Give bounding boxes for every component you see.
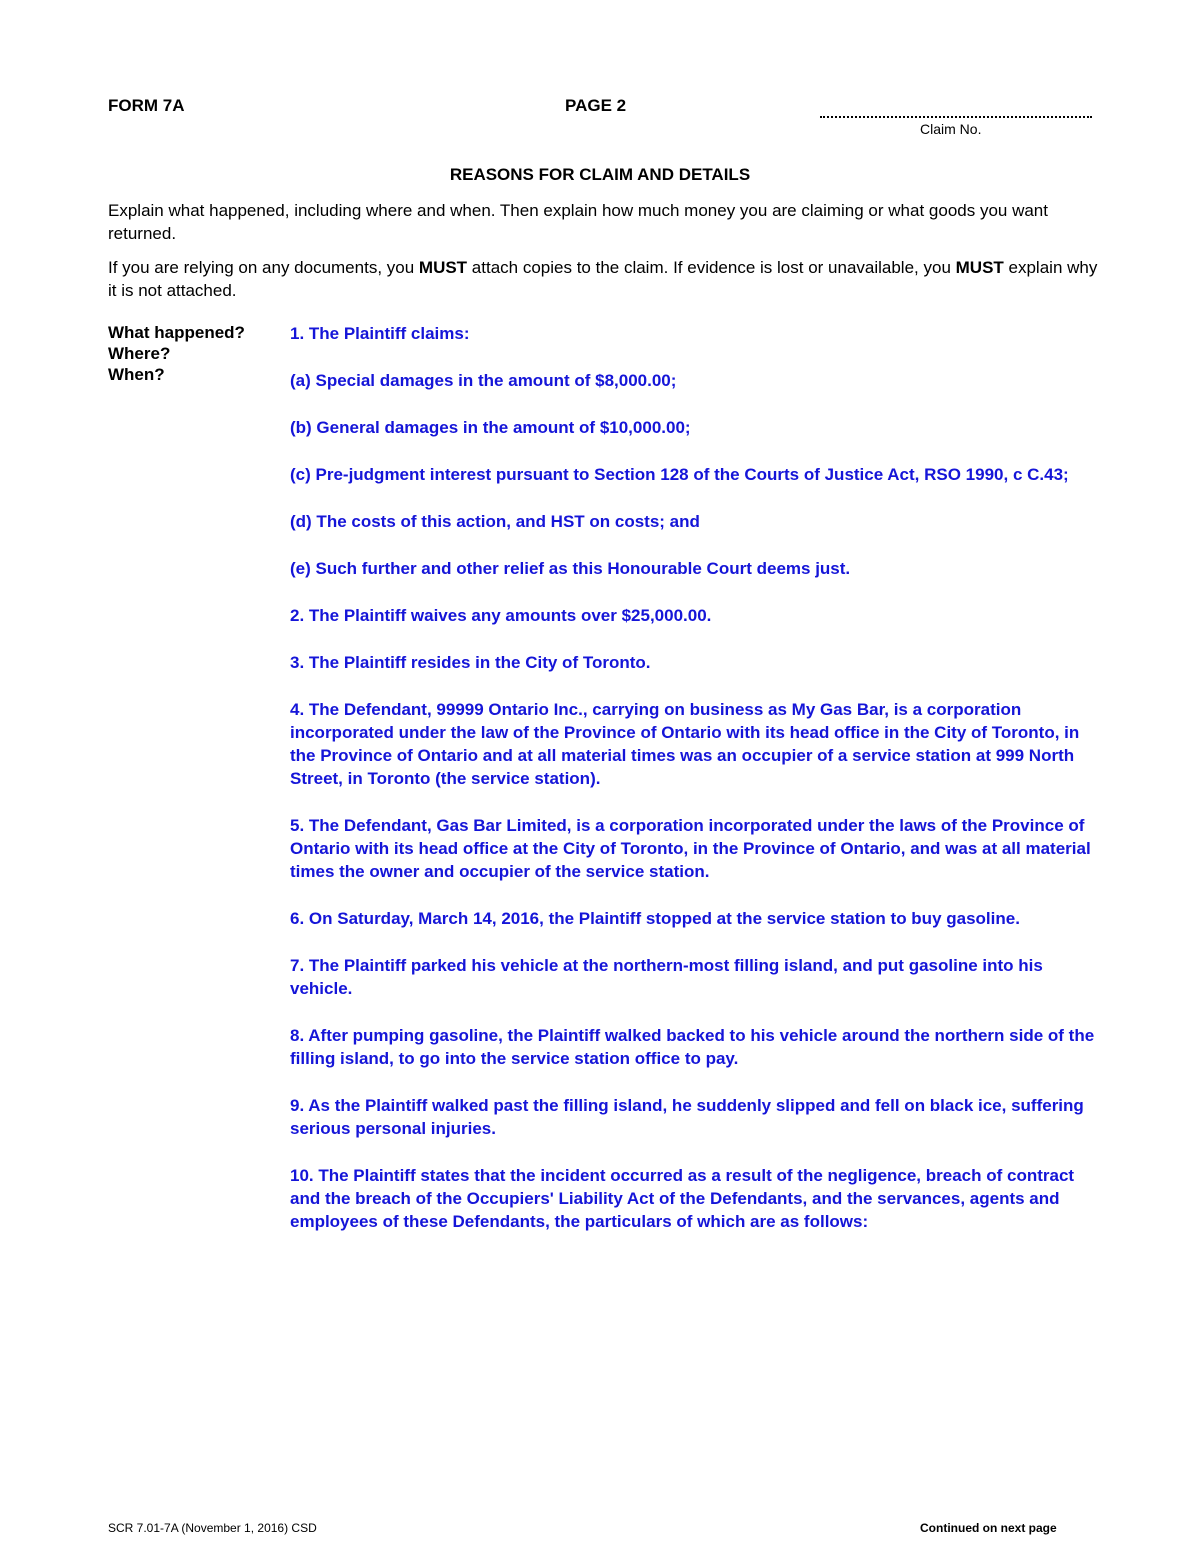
side-labels xyxy=(108,322,245,385)
must-emphasis-1: MUST xyxy=(418,258,468,277)
claim-paragraph: 8. After pumping gasoline, the Plaintiff walked backed to his vehicle around the northern side of the filling island, to go into the service station office to pay. xyxy=(290,1026,1095,1068)
label-when: When? xyxy=(108,365,165,384)
claim-paragraph: (d) The costs of this action, and HST on costs; and xyxy=(290,512,700,531)
claim-paragraph: 3. The Plaintiff resides in the City of Toronto. xyxy=(290,653,651,672)
continued-note: Continued on next page xyxy=(920,1521,1057,1535)
instruction-paragraph-2: If you are relying on any documents, you MUST attach copies to the claim. If evidence is lost or unavailable, you MUST explain why it is not attached. xyxy=(108,258,1098,300)
section-title: REASONS FOR CLAIM AND DETAILS xyxy=(449,165,751,184)
claim-paragraph: 10. The Plaintiff states that the incident occurred as a result of the negligence, breach of contract and the breach of the Occupiers' Liability Act of the Defendants, and the servances, agents and employees of these Defendants, the particulars of which are as follows: xyxy=(290,1166,1075,1231)
claim-paragraph: (a) Special damages in the amount of $8,000.00; xyxy=(290,371,677,390)
label-what-happened: What happened? xyxy=(108,323,245,342)
form-code: SCR 7.01-7A (November 1, 2016) CSD xyxy=(108,1521,317,1535)
claim-paragraph: (b) General damages in the amount of $10,000.00; xyxy=(290,418,691,437)
page-number: PAGE 2 xyxy=(565,96,627,115)
claim-number-field[interactable] xyxy=(820,108,1092,118)
label-where: Where? xyxy=(108,344,171,363)
claim-paragraph: (c) Pre-judgment interest pursuant to Section 128 of the Courts of Justice Act, RSO 1990, c C.43; xyxy=(290,465,1069,484)
must-emphasis-2: MUST xyxy=(955,258,1004,277)
claim-paragraph: 4. The Defendant, 99999 Ontario Inc., carrying on business as My Gas Bar, is a corporation incorporated under the law of the Province of Ontario with its head office in the City of Toronto, in the Province of Ontario and at all material times was an occupier of a service station at 999 North Street, in Toronto (the service station). xyxy=(290,700,1080,788)
form-id: FORM 7A xyxy=(108,96,185,115)
claim-paragraph: 7. The Plaintiff parked his vehicle at the northern-most filling island, and put gasoline into his vehicle. xyxy=(290,956,1043,998)
claim-details-text[interactable] xyxy=(290,322,1095,1257)
claim-paragraph: (e) Such further and other relief as this Honourable Court deems just. xyxy=(290,559,851,578)
claim-paragraph: 5. The Defendant, Gas Bar Limited, is a corporation incorporated under the laws of the Province of Ontario with its head office at the City of Toronto, in the Province of Ontario, and was at all material times the owner and occupier of the service station. xyxy=(290,816,1091,881)
claim-paragraph: 2. The Plaintiff waives any amounts over $25,000.00. xyxy=(290,606,712,625)
claim-paragraph: 6. On Saturday, March 14, 2016, the Plaintiff stopped at the service station to buy gasoline. xyxy=(290,909,1020,928)
claim-paragraph: 1. The Plaintiff claims: xyxy=(290,324,470,343)
instruction-paragraph-1: Explain what happened, including where and when. Then explain how much money you are claiming or what goods you want returned. xyxy=(108,201,1048,243)
claim-paragraph: 9. As the Plaintiff walked past the filling island, he suddenly slipped and fell on black ice, suffering serious personal injuries. xyxy=(290,1096,1084,1138)
claim-number-label: Claim No. xyxy=(920,121,982,137)
